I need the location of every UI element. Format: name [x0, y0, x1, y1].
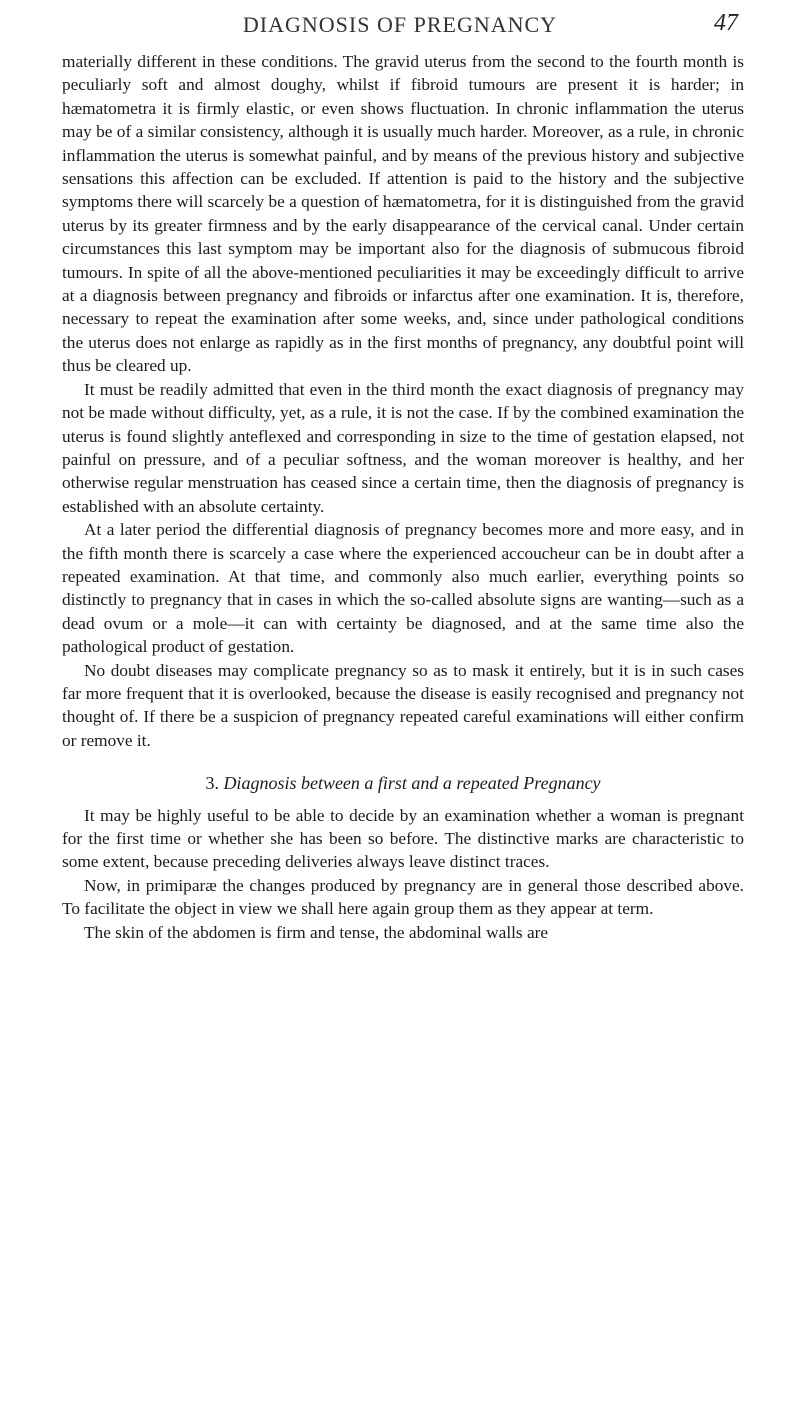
body-text — [62, 50, 744, 944]
paragraph: It must be readily admitted that even in the third month the exact diagnosis of pregnancy may not be made without difficulty, yet, as a rule, it is not the case. If by the combined examination the uterus is found slightly anteflexed and corresponding in size to the time of gestation elapsed, not painful on pressure, and of a peculiar softness, and the woman moreover is healthy, and her otherwise regular menstruation has ceased since a certain time, then the diagnosis of pregnancy is established with an absolute certainty. — [62, 379, 744, 516]
paragraph: At a later period the differential diagnosis of pregnancy becomes more and more easy, and in the fifth month there is scarcely a case where the experienced accoucheur can be in doubt after a repeated examination. At that time, and commonly also much earlier, everything points so distinctly to pregnancy that in cases in which the so-called absolute signs are wanting—such as a dead ovum or a mole—it can with certainty be diagnosed, and at the same time also the pathological product of gestation. — [62, 520, 744, 657]
paragraph: materially different in these conditions. The gravid uterus from the second to the fourth month is peculiarly soft and almost doughy, whilst if fibroid tumours are present it is harder; in hæmatometra it is firmly elastic, or even shows fluctuation. In chronic inflammation the uterus may be of a similar consistency, although it is usually much harder. Moreover, as a rule, in chronic inflammation the uterus is somewhat painful, and by means of the previous history and subjective sensations this affection can be excluded. If attention is paid to the history and the subjective symptoms there will scarcely be a question of hæmatometra, for it is distinguished from the gravid uterus by its greater firmness and by the early disappearance of the cervical canal. Under certain circumstances this last symptom may be important also for the diagnosis of submucous fibroid tumours. In spite of all the above-mentioned peculiarities it may be exceedingly difficult to arrive at a diagnosis between pregnancy and fibroids or infarctus after one examination. It is, therefore, necessary to repeat the examination after some weeks, and, since under pathological conditions the uterus does not enlarge as rapidly as in the first months of pregnancy, any doubtful point will thus be cleared up. — [62, 52, 744, 376]
section-number: 3. — [205, 773, 219, 794]
section-title: Diagnosis between a first and a repeated Pregnancy — [223, 773, 601, 794]
page-number: 47 — [714, 10, 738, 36]
paragraph: No doubt diseases may complicate pregnancy so as to mask it entirely, but it is in such cases far more frequent that it is overlooked, because the disease is easily recognised and pregnancy not thought of. If there be a suspicion of pregnancy repeated careful examinations will either confirm or remove it. — [62, 660, 744, 750]
running-head — [60, 6, 740, 40]
running-title: DIAGNOSIS OF PREGNANCY — [242, 12, 558, 37]
paragraph: Now, in primiparæ the changes produced by pregnancy are in general those described above. To facilitate the object in view we shall here again group them as they appear at term. — [62, 875, 744, 919]
paragraph: The skin of the abdomen is firm and tense, the abdominal walls are — [84, 922, 549, 942]
section-heading — [62, 772, 744, 795]
paragraph: It may be highly useful to be able to decide by an examination whether a woman is pregnant for the first time or whether she has been so before. The distinctive marks are characteristic to some extent, because preceding deliveries always leave distinct traces. — [62, 805, 744, 872]
